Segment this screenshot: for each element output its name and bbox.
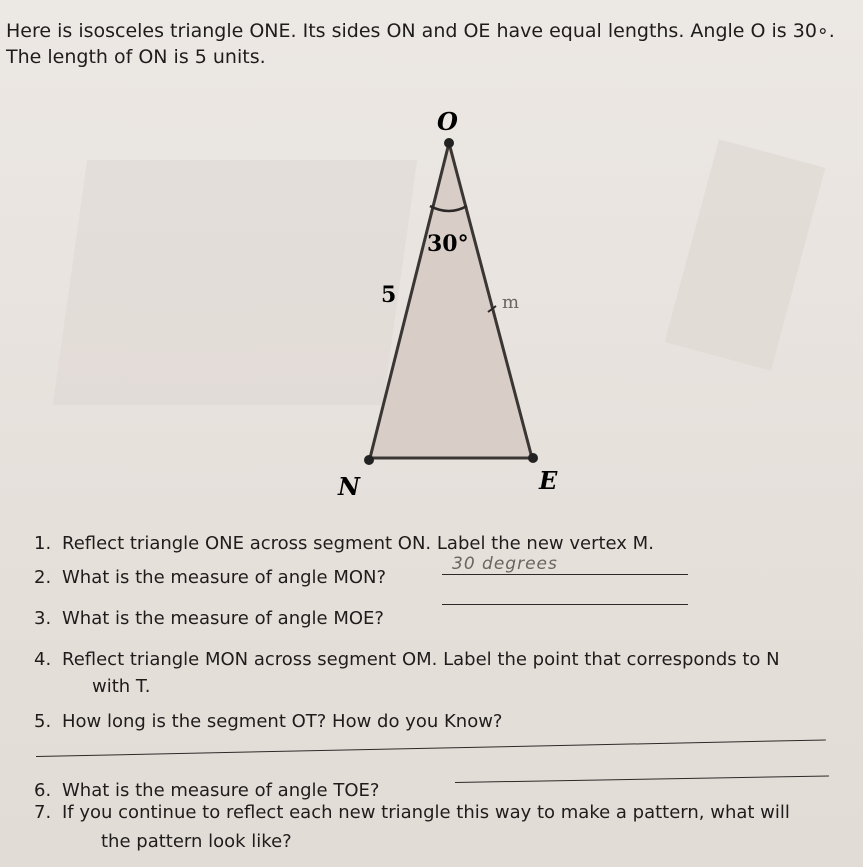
- question-5: [34, 710, 502, 734]
- question-text: What is the measure of angle MON?: [62, 567, 387, 588]
- answer-line-2: [442, 574, 688, 575]
- intro-line-2: The length of ON is 5 units.: [6, 46, 266, 68]
- question-number: 3.: [34, 608, 52, 629]
- question-text: What is the measure of angle TOE?: [62, 780, 380, 801]
- answer-line-3: [442, 604, 688, 605]
- question-3: [34, 607, 384, 631]
- question-text: What is the measure of angle MOE?: [62, 608, 384, 629]
- question-number: 5.: [34, 711, 52, 732]
- question-number: 6.: [34, 780, 52, 801]
- handwritten-answer-2: 30 degrees: [452, 554, 558, 574]
- vertex-o-label: O: [437, 107, 458, 136]
- question-number: 4.: [34, 649, 52, 670]
- handwritten-m: m: [502, 292, 520, 313]
- question-text: Reflect triangle ONE across segment ON. Label the new vertex M.: [62, 533, 654, 554]
- vertex-n-label: N: [338, 472, 360, 501]
- question-7: [34, 801, 790, 825]
- vertex-e-dot: [528, 453, 538, 463]
- angle-label: 30°: [427, 231, 469, 257]
- question-1: [34, 532, 654, 556]
- question-text: How long is the segment OT? How do you Know?: [62, 711, 503, 732]
- question-4: [34, 648, 780, 672]
- question-2: [34, 566, 386, 590]
- question-number: 1.: [34, 533, 52, 554]
- intro-line-1: Here is isosceles triangle ONE. Its sides ON and OE have equal lengths. Angle O is 30∘.: [6, 20, 835, 42]
- question-7-continued: the pattern look like?: [101, 831, 292, 852]
- vertex-n-dot: [364, 455, 374, 465]
- question-6: [34, 779, 379, 803]
- question-number: 7.: [34, 802, 52, 823]
- question-text: If you continue to reflect each new triangle this way to make a pattern, what will: [62, 802, 790, 823]
- question-4-continued: with T.: [92, 676, 151, 697]
- vertex-o-dot: [444, 138, 454, 148]
- question-text: Reflect triangle MON across segment OM. Label the point that corresponds to N: [62, 649, 780, 670]
- vertex-e-label: E: [539, 466, 558, 495]
- question-number: 2.: [34, 567, 52, 588]
- side-length-label: 5: [381, 282, 397, 308]
